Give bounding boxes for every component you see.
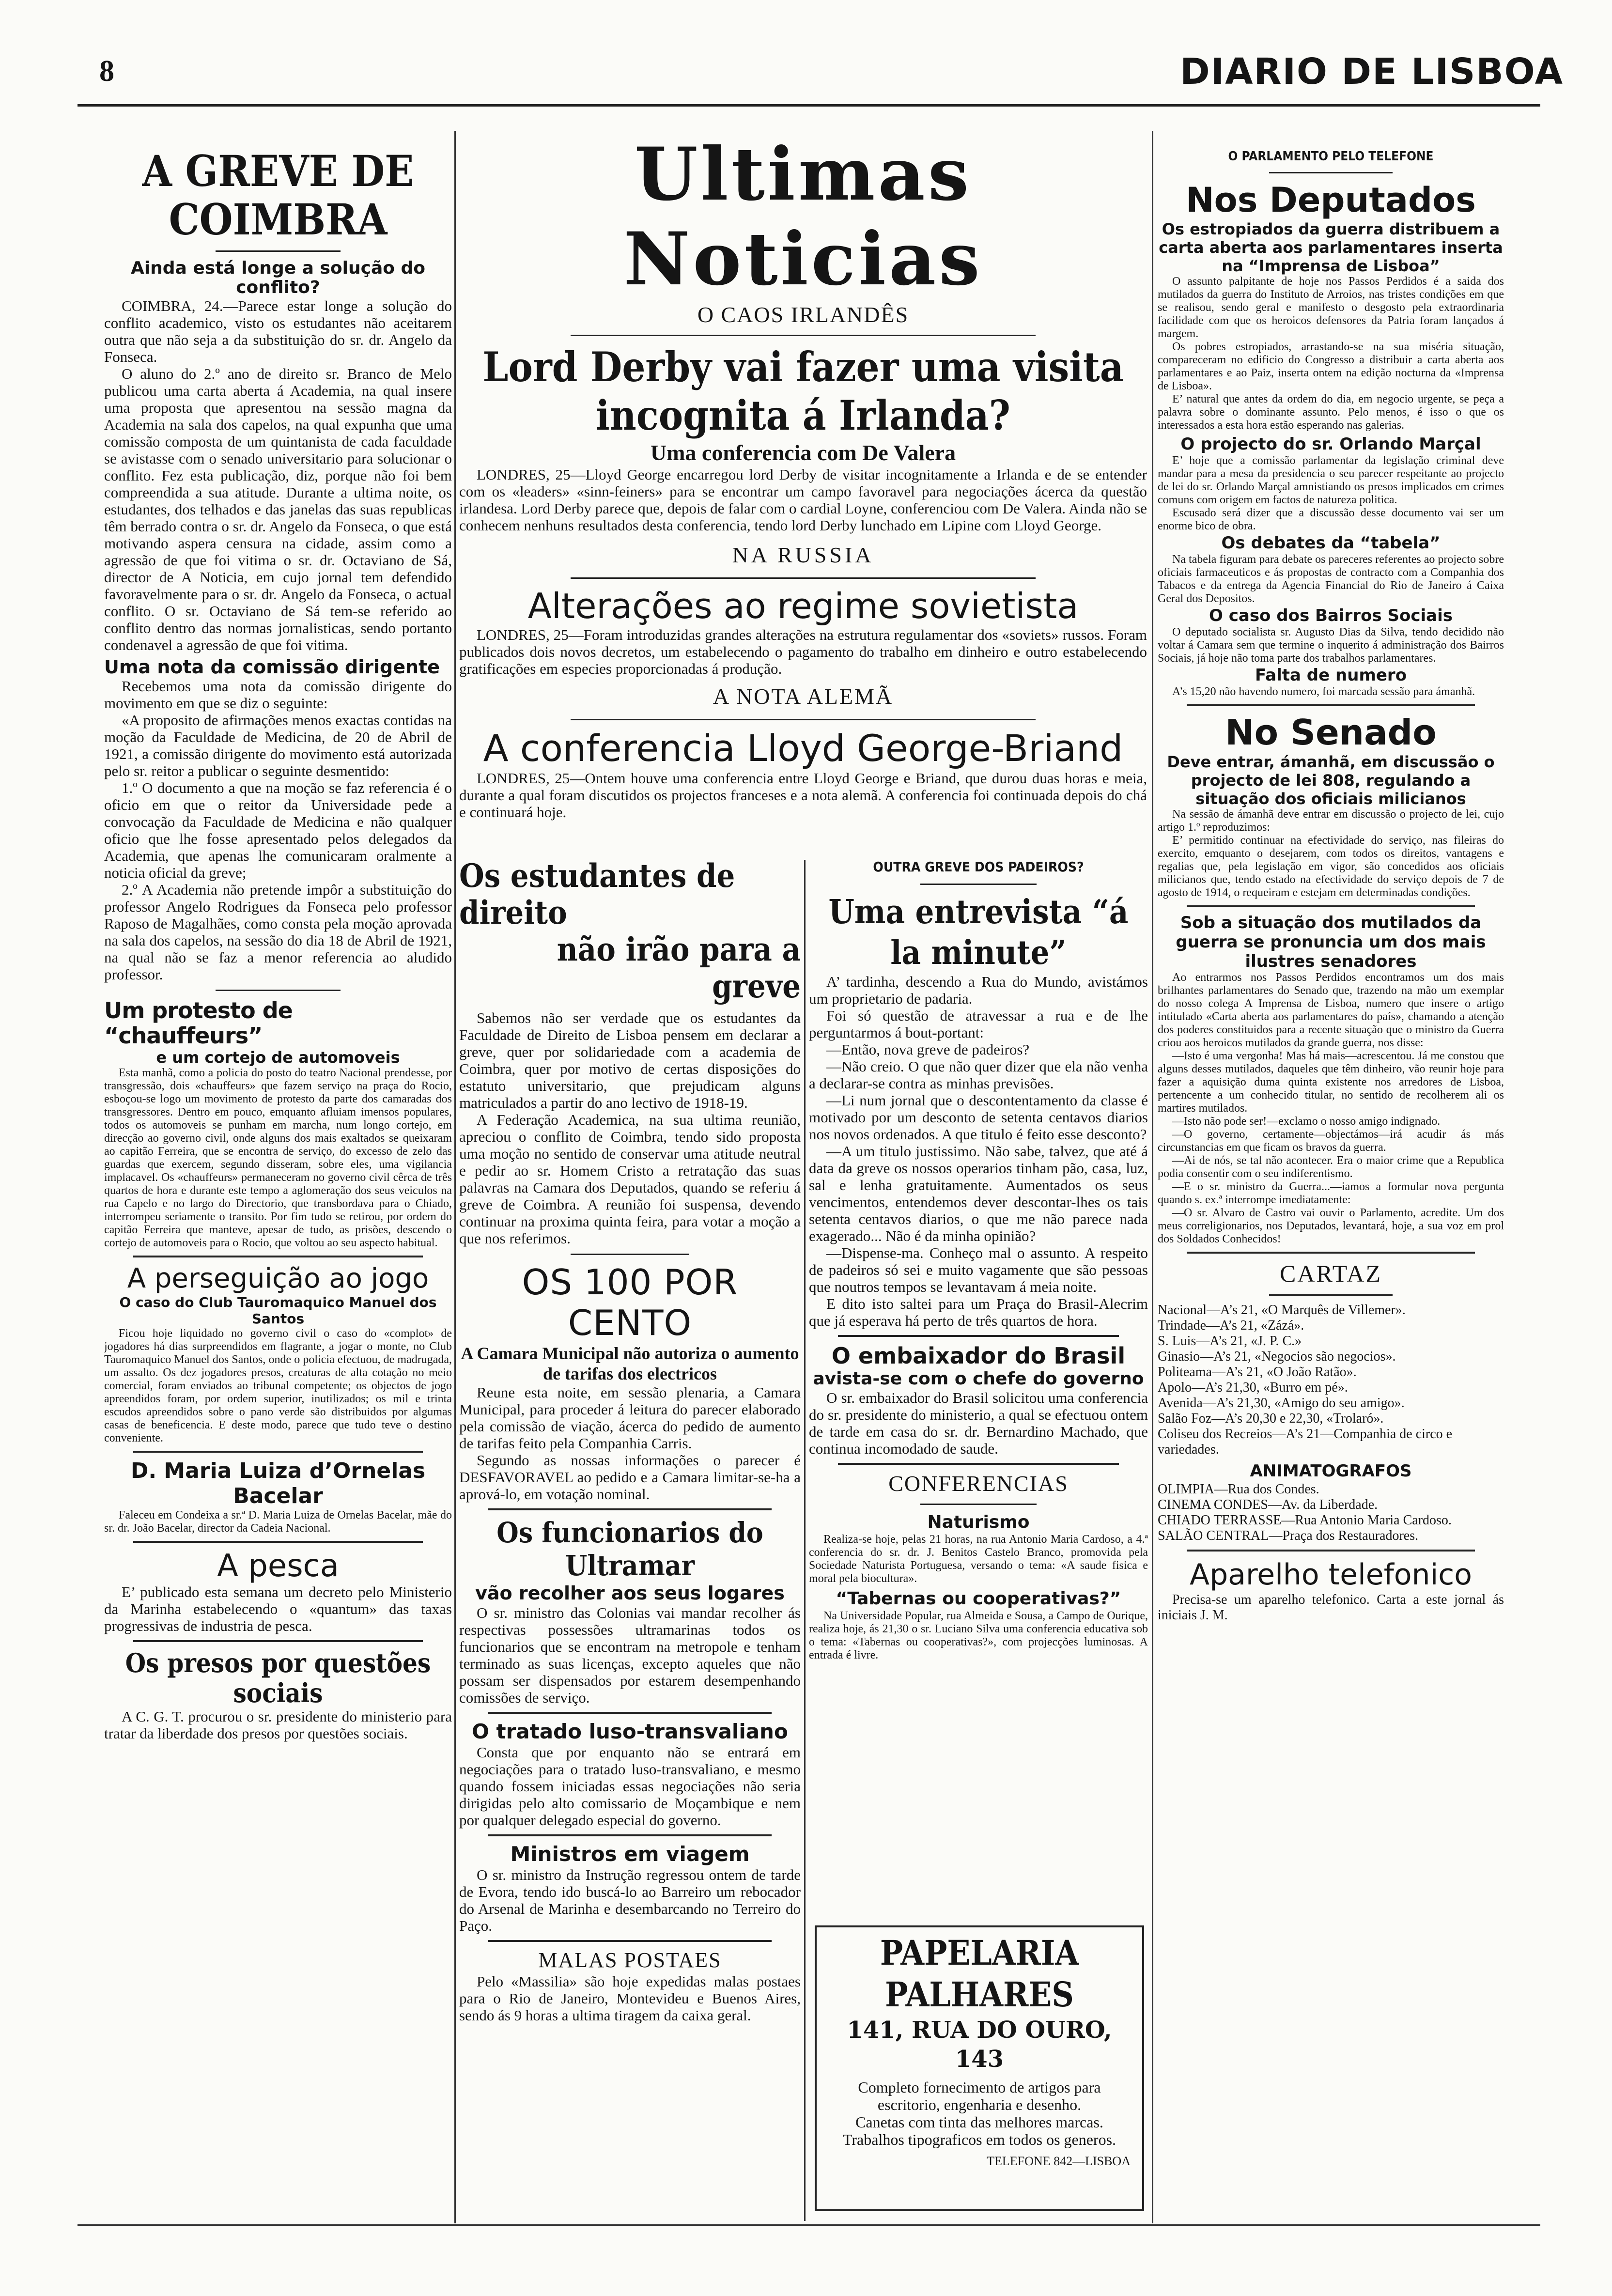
cartaz-list xyxy=(1158,1303,1504,1458)
mutilados-paragraph-7: —O sr. Alvaro de Castro vai ouvir o Parlamento, acredite. Um dos meus correligionarios, nos Deputados, levantará, hoje, a sua voz em prol dos Soldados Conhecidos! xyxy=(1158,1207,1504,1245)
estudantes-headline-2: não irão para a greve xyxy=(557,931,801,1005)
divider xyxy=(838,1335,1119,1337)
conferencias-heading: CONFERENCIAS xyxy=(888,1471,1069,1496)
ad-name: PAPELARIA PALHARES xyxy=(880,1933,1079,2015)
divider xyxy=(1187,905,1475,907)
column-divider-center xyxy=(804,860,806,2221)
marcal-headline: O projecto do sr. Orlando Marçal xyxy=(1180,434,1481,454)
protesto-deck: e um cortejo de automoveis xyxy=(156,1048,400,1067)
divider xyxy=(571,335,1036,336)
animatografo-item: SALÃO CENTRAL—Praça dos Restauradores. xyxy=(1158,1528,1419,1543)
greve-deck: Ainda está longe a solução do conflito? xyxy=(130,258,426,297)
cem-paragraph-2: Segundo as nossas informações o parecer é DESFAVORAVEL ao pedido e a Camara limitar-se-ha a aprová-lo, em votação nominal. xyxy=(459,1452,801,1503)
embaixador-headline: O embaixador do Brasil xyxy=(831,1343,1126,1369)
page-header xyxy=(0,0,1612,102)
perseguicao-headline: A perseguição ao jogo xyxy=(127,1263,429,1294)
derby-deck: Uma conferencia com De Valera xyxy=(650,440,956,465)
tratado-paragraph: Consta que por enquanto não se entrará em negociações para o tratado luso-transvaliano, e mesmo quando fossem iniciadas essas negociações não seria dirigidas pelo alto comissario de Moçambique e nem por qualquer delegado especial do governo. xyxy=(459,1744,801,1829)
pesca-paragraph: E’ publicado esta semana um decreto pelo Ministerio da Marinha estabelecendo o «quantum» das taxas progressivas de industria de pesca. xyxy=(104,1583,452,1634)
entrevista-paragraph-8: E dito isto saltei para um Praça do Brasil-Alecrim que já esperava há perto de três quartos de hora. xyxy=(809,1295,1148,1329)
marcal-paragraph-2: Escusado será dizer que a discussão desse documento vai ser um enorme bico de obra. xyxy=(1158,507,1504,532)
divider xyxy=(133,1640,423,1642)
cartaz-item: S. Luis—A’s 21, «J. P. C.» xyxy=(1158,1334,1302,1349)
entrevista-paragraph-7: —Dispense-ma. Conheço mal o assunto. A respeito de padeiros só sei e muito vagamente que são pessoas que noutros tempos se levantavam á meia noite. xyxy=(809,1244,1148,1295)
divider xyxy=(133,1256,423,1257)
ministros-headline: Ministros em viagem xyxy=(510,1842,750,1866)
entrevista-paragraph-5: —Li num jornal que o descontentamento da classe é motivado por um desconto de setenta centavos diarios nos novos ordenados. A que titulo é feito esse desconto? xyxy=(809,1092,1148,1143)
senado-headline: No Senado xyxy=(1225,712,1437,753)
mutilados-paragraph-3: —Isto não pode ser!—exclamo o nosso amigo indignado. xyxy=(1172,1115,1441,1128)
animatografos-list xyxy=(1158,1482,1504,1544)
cartaz-item: Coliseu dos Recreios—A’s 21—Companhia de circo e variedades. xyxy=(1158,1427,1453,1457)
cem-por-cento-deck: A Camara Municipal não autoriza o aumento de tarifas dos electricos xyxy=(461,1344,799,1383)
aparelho-headline: Aparelho telefonico xyxy=(1190,1558,1472,1592)
tratado-headline: O tratado luso-transvaliano xyxy=(472,1720,788,1743)
marcal-paragraph-1: E’ hoje que a comissão parlamentar da legislação criminal deve mandar para a mesa da presidencia o seu parecer respeitante ao projecto de lei do sr. Orlando Marçal amnistiando os presos implicados em crimes comuns com origem em factos de natureza politica. xyxy=(1158,454,1504,506)
ad-line-2: Canetas com tinta das melhores marcas. xyxy=(855,2113,1103,2131)
tabernas-heading: “Tabernas ou cooperativas?” xyxy=(836,1589,1121,1609)
cartaz-heading: CARTAZ xyxy=(1280,1260,1382,1287)
nota-paragraph-4: 2.º A Academia não pretende impôr a substituição do professor Angelo Rodrigues da Fonseca pelo professor Raposo de Magalhães, como consta pela moção aprovada na sala dos capelos, na sessão do dia 18 de Abril de 1921, na qual não se faz a menor referencia ao aludido professor. xyxy=(104,881,452,983)
mutilados-headline: Sob a situação dos mutilados da guerra se pronuncia um dos mais ilustres senadores xyxy=(1176,913,1486,971)
senado-deck: Deve entrar, ámanhã, em discussão o projecto de lei 808, regulando a situação dos oficiais milicianos xyxy=(1167,753,1495,808)
presos-headline: Os presos por questões sociais xyxy=(125,1647,431,1708)
naturismo-paragraph: Realiza-se hoje, pelas 21 horas, na rua Antonio Maria Cardoso, a 4.ª conferencia do sr. dr. J. Benitos Castelo Branco, promovida pela Sociedade Naturista Portuguesa, versando o tema: «A saude fisica e moral pela biocultura». xyxy=(809,1533,1148,1585)
divider xyxy=(1187,1550,1475,1551)
entrevista-headline: Uma entrevista “á la minute” xyxy=(828,893,1129,972)
bacelar-paragraph: Faleceu em Condeixa a sr.ª D. Maria Luiza de Ornelas Bacelar, mãe do sr. dr. João Bacelar, director da Cadeia Nacional. xyxy=(104,1509,452,1535)
lloyd-briand-headline: A conferencia Lloyd George-Briand xyxy=(483,727,1123,770)
divider xyxy=(488,1834,772,1836)
tabernas-paragraph: Na Universidade Popular, rua Almeida e Sousa, a Campo de Ourique, realiza hoje, ás 21,30 o sr. Luciano Silva uma conferencia educativa sob o tema: «Tabernas ou cooperativas?», com projecções luminosas. A entrada é livre. xyxy=(809,1610,1148,1661)
cartaz-item: Nacional—A’s 21, «O Marquês de Villemer». xyxy=(1158,1303,1406,1318)
divider xyxy=(488,1940,772,1942)
cartaz-item: Ginasio—A’s 21, «Negocios são negocios». xyxy=(1158,1349,1396,1364)
russia-paragraph: LONDRES, 25—Foram introduzidas grandes alterações na estrutura regulamentar dos «soviets» russos. Foram publicados dois novos decretos, um estabelecendo o pagamento do trabalho em dinheiro e outro estabelecendo gratificações em especies proporcionadas á produção. xyxy=(459,626,1147,677)
column-divider-left xyxy=(454,131,456,2223)
ultimas-noticias-headline: Ultimas Noticias xyxy=(623,132,983,302)
divider xyxy=(571,1254,689,1255)
divider xyxy=(1269,1294,1393,1296)
ad-line-1: Completo fornecimento de artigos para escritorio, engenharia e desenho. xyxy=(858,2079,1101,2113)
aparelho-paragraph: Precisa-se um aparelho telefonico. Carta a este jornal ás iniciais J. M. xyxy=(1158,1592,1504,1623)
entrevista-paragraph-6: —A um titulo justissimo. Não sabe, talvez, que até á data da greve os nossos operarios tinham pão, casa, luz, sal e lenha gratuitamente. Aumentados os seus vencimentos, entendemos dever descontar-lhes os tais setenta centavos diarios, o que me não parece nada exagerado... Não é da minha opinião? xyxy=(809,1143,1148,1244)
perseguicao-deck: O caso do Club Tauromaquico Manuel dos Santos xyxy=(119,1294,437,1327)
column-divider-right xyxy=(1152,131,1153,2223)
divider xyxy=(216,990,341,991)
malas-postaes-headline: MALAS POSTAES xyxy=(538,1948,722,1972)
divider xyxy=(488,1712,772,1714)
divider xyxy=(1187,704,1475,706)
senado-paragraph-2: E’ permitido continuar na efectividade do serviço, nas fileiras do exercito, emquanto o desejarem, com todos os direitos, vantagens e regalias que, pela legislação em vigor, são concedidos aos oficiais milicianos que, tendo estado na efectividade do serviço depois de 7 de agosto de 1914, o requeiram e estejam em determinadas condições. xyxy=(1158,834,1504,899)
tabela-paragraph: Na tabela figuram para debate os pareceres referentes ao projecto sobre oficiais farmaceuticos e ás propostas de contracto com a Companhia dos Tabacos e da entrega da Agencia Financial do Rio de Janeiro á Caixa Geral dos Depositos. xyxy=(1158,553,1504,605)
nota-paragraph-2: «A proposito de afirmações menos exactas contidas na moção da Faculdade de Medicina, de 20 de Abril de 1921, a comissão dirigente do movimento está autorizada pelo sr. reitor a publicar o seguinte desmentido: xyxy=(104,712,452,779)
embaixador-deck: avista-se com o chefe do governo xyxy=(813,1369,1144,1389)
divider xyxy=(133,1451,423,1453)
russia-headline: Alterações ao regime sovietista xyxy=(527,586,1079,626)
cartaz-item: Trindade—A’s 21, «Zázá». xyxy=(1158,1318,1304,1333)
center-top xyxy=(459,128,1147,855)
center-left-column xyxy=(459,857,801,2221)
ultramar-paragraph: O sr. ministro das Colonias vai mandar recolher ás respectivas possessões ultramarinas todos os funcionarios que se encontram na metropole e tenham terminado as suas licenças, excepto aqueles que não possam ser dispensados por estarem desempenhando comissões de serviço. xyxy=(459,1604,801,1706)
divider xyxy=(920,884,1037,885)
protesto-headline: Um protesto de “chauffeurs” xyxy=(104,997,293,1049)
lloyd-briand-paragraph: LONDRES, 25—Ontem houve uma conferencia entre Lloyd George e Briand, que durou duas horas e meia, durante a qual foram discutidos os projectos franceses e a nota alemã. A conferencia foi continuada depois do chá e continuará hoje. xyxy=(459,770,1147,821)
cartaz-item: Salão Foz—A’s 20,30 e 22,30, «Trolaró». xyxy=(1158,1411,1384,1426)
falta-paragraph: A’s 15,20 não havendo numero, foi marcada sessão para ámanhã. xyxy=(1172,685,1475,698)
derby-paragraph: LONDRES, 25—Lloyd George encarregou lord Derby de visitar incognitamente a Irlanda e de se entender com os «leaders» «sinn-feiners» para se encontrar um campo favoravel para negociações ácerca da questão irlandesa. Lord Derby parece que, depois de falar com o cardial Loyne, conferenciou com De Valera. Ainda não se conhecem nenhuns resultados desta conferencia, tendo lord Derby lunchado em Lipine com Lloyd George. xyxy=(459,466,1147,534)
papelaria-palhares-ad xyxy=(815,1925,1144,2211)
ad-address: 141, RUA DO OURO, 143 xyxy=(847,2017,1112,2073)
mutilados-paragraph-5: —Ai de nós, se tal não acontecer. Era o maior crime que a Republica podia consentir com o seu indiferentismo. xyxy=(1158,1154,1504,1180)
estropiados-paragraph-1: O assunto palpitante de hoje nos Passos Perdidos é a saida dos mutilados da guerra do Instituto de Arroios, nas tristes condições em que se realisou, sendo geral e manifesto o desgosto pela extraordinaria facilidade com que os heroicos defensores da Patria foram lançados á margem. xyxy=(1158,275,1504,340)
nota-paragraph-3: 1.º O documento a que na moção se faz referencia é o oficio em que o reitor da Universidade pede a convocação da Faculdade de Medicina e não qualquer oficio que lhe fosse apresentado pelos delegados da Academia, que apenas lhe comunicaram oralmente a noticia oficial da greve; xyxy=(104,779,452,881)
cartaz-item: Politeama—A’s 21, «O João Ratão». xyxy=(1158,1365,1357,1380)
divider xyxy=(216,250,341,252)
header-rule xyxy=(78,104,1540,107)
divider xyxy=(838,1463,1119,1465)
ultramar-deck: vão recolher aos seus logares xyxy=(475,1582,785,1604)
protesto-paragraph: Esta manhã, como a policia do posto do teatro Nacional prendesse, por transgressão, dois «chauffeurs» que fazem serviço na praça do Rocio, esboçou-se logo um movimento de protesto da parte dos camaradas dos transgressores. Dentro em pouco, emquanto afluiam imensos populares, todos os automoveis se punham em marcha, num longo cortejo, em direcção ao governo civil, onde alguns dos mais exaltados se queixaram ao capitão Ferreira, que se encontra de serviço, do excesso de zelo das guardas que exercem, segundo disseram, sobre eles, uma vigilancia implacavel. Os «chauffeurs» permaneceram no governo civil cêrca de três quartos de hora e durante este tempo a aglomeração dos seus veiculos na rua Capelo e no largo do Directorio, que transbordava para o Chiado, interrompeu seriamente o transito. Por fim tudo se retirou, por ordem do capitão Ferreira que manteve, apesar de tudo, as prisões, descendo o cortejo de automoveis para o Rocio, que voltou ao seu aspecto habitual. xyxy=(104,1067,452,1249)
padeiros-kicker: OUTRA GREVE DOS PADEIROS? xyxy=(873,859,1084,875)
deputados-headline: Nos Deputados xyxy=(1186,180,1476,220)
embaixador-paragraph: O sr. embaixador do Brasil solicitou uma conferencia do sr. presidente do ministerio, a qual se efectuou ontem de tarde em casa do sr. dr. Bernardino Machado, que continua incomodado de saude. xyxy=(809,1389,1148,1457)
falta-headline: Falta de numero xyxy=(1255,666,1407,685)
estudantes-paragraph-2: A Federação Academica, na sua ultima reunião, apreciou o conflito de Coimbra, tendo sido proposta uma moção no sentido de conservar uma atitude neutral e pedir ao sr. Homem Cristo a retratação das suas palavras na Camara dos Deputados, quando se referiu á greve de Coimbra. A reunião foi suspensa, devendo continuar na proxima quinta feira, para votar a moção a que nos referimos. xyxy=(459,1111,801,1247)
naturismo-heading: Naturismo xyxy=(927,1512,1030,1532)
bairros-headline: O caso dos Bairros Sociais xyxy=(1209,606,1453,625)
estudantes-paragraph-1: Sabemos não ser verdade que os estudantes da Faculdade de Direito de Lisboa pensem em declarar a greve, quer por solidariedade com a academia de Coimbra, quer por motivo de certas disposições do estatuto universitario, que prejudicam alguns matriculados a partir do ano lectivo de 1918-19. xyxy=(459,1009,801,1111)
divider xyxy=(920,1504,1037,1505)
left-column xyxy=(104,128,452,2226)
mutilados-paragraph-1: Ao entrarmos nos Passos Perdidos encontramos um dos mais brilhantes parlamentares do Senado que, trazendo na mão um exemplar do nosso colega A Imprensa de Lisboa, numero que insere o artigo intitulado «Carta aberta aos parlamentares do país», chamando a atenção dos poderes constituidos para a recente situação que o ministro da Guerra criou aos heroicos mutilados da grande guerra, nos disse: xyxy=(1158,971,1504,1049)
cem-por-cento-headline: OS 100 POR CENTO xyxy=(522,1262,738,1343)
divider xyxy=(571,719,1036,720)
greve-paragraph-2: O aluno do 2.º ano de direito sr. Branco de Melo publicou uma carta aberta á Academia, na qual insere uma proposta que apresentou na sessão magna da Academia na sala dos capelos, na qual expunha que uma comissão composta de um quintanista de cada faculdade se avistasse com o senado universitario para solucionar o conflito. Fez esta publicação, diz, porque não foi bem compreendida a sua atitude. Durante a ultima noite, os estudantes, dos telhados e das janelas das suas republicas têm berrado contra o sr. dr. Angelo da Fonseca, o que está motivando aspera censura na cidade, assim como a agressão de que foi vitima o sr. dr. Octaviano de Sá, director de A Noticia, em cujo jornal tem defendido favoravelmente para o sr. dr. Angelo da Fonseca, o actual conflito. O sr. Octaviano de Sá tem-se referido ao conflito dentro das normas jornalisticas, sendo portanto condenavel a agressão de que foi vitima. xyxy=(104,365,452,653)
entrevista-paragraph-2: Foi só questão de atravessar a rua e de lhe perguntarmos á bout-portant: xyxy=(809,1007,1148,1041)
ad-line-3: Trabalhos tipograficos em todos os generos. xyxy=(842,2131,1116,2148)
divider xyxy=(1269,172,1393,173)
nota-alema-heading: A NOTA ALEMÃ xyxy=(713,684,894,709)
presos-paragraph: A C. G. T. procurou o sr. presidente do ministerio para tratar da liberdade dos presos por questões sociais. xyxy=(104,1708,452,1742)
estropiados-paragraph-2: Os pobres estropiados, arrastando-se na sua miséria situação, compareceram no edificio do Congresso a distribuir a carta aberta aos parlamentares e ao Paiz, inserta ontem na edição nocturna da «Imprensa de Lisboa». xyxy=(1158,341,1504,392)
estudantes-headline-1: Os estudantes de direito xyxy=(459,857,735,931)
russia-heading: NA RUSSIA xyxy=(732,543,874,567)
pesca-headline: A pesca xyxy=(217,1548,339,1584)
animatografo-item: OLIMPIA—Rua dos Condes. xyxy=(1158,1482,1319,1497)
mutilados-paragraph-4: —O governo, certamente—objectámos—irá acudir ás más circunstancias em que ficam os bravos da guerra. xyxy=(1158,1128,1504,1154)
divider xyxy=(133,1541,423,1543)
entrevista-paragraph-3: —Então, nova greve de padeiros? xyxy=(826,1041,1030,1058)
ultramar-headline: Os funcionarios do Ultramar xyxy=(496,1516,763,1582)
right-column xyxy=(1158,128,1504,2221)
divider xyxy=(488,1508,772,1510)
divider xyxy=(1187,1252,1475,1254)
parlamento-kicker: O PARLAMENTO PELO TELEFONE xyxy=(1228,149,1434,164)
estropiados-deck: Os estropiados da guerra distribuem a carta aberta aos parlamentares inserta na “Imprensa de Lisboa” xyxy=(1159,220,1503,275)
nota-paragraph-1: Recebemos uma nota da comissão dirigente do movimento em que se diz o seguinte: xyxy=(104,678,452,712)
cartaz-item: Apolo—A’s 21,30, «Burro em pé». xyxy=(1158,1380,1348,1395)
masthead: DIARIO DE LISBOA xyxy=(1180,51,1564,93)
cem-paragraph-1: Reune esta noite, em sessão plenaria, a Camara Municipal, para proceder á leitura do parecer elaborado pela comissão de viação, ácerca do pedido de aumento de tarifas feito pela Companhia Carris. xyxy=(459,1384,801,1452)
page-number: 8 xyxy=(99,55,114,88)
mutilados-paragraph-2: —Isto é uma vergonha! Mas há mais—acrescentou. Já me constou que alguns desses mutilados, daqueles que têm dinheiro, vão reunir hoje para fazer a aquisição duma quinta existente nos arredores de Lisboa, pertencente a um conhecido titular, no sentido de recolherem ali os martires mutilados. xyxy=(1158,1050,1504,1115)
caos-irlandes-heading: O CAOS IRLANDÊS xyxy=(697,302,909,327)
derby-headline: Lord Derby vai fazer uma visita incognita á Irlanda? xyxy=(482,343,1124,439)
cartaz-item: Avenida—A’s 21,30, «Amigo do seu amigo». xyxy=(1158,1396,1405,1411)
animatografos-heading: ANIMATOGRAFOS xyxy=(1250,1461,1412,1481)
senado-paragraph-1: Na sessão de ámanhã deve entrar em discussão o projecto de lei, cujo artigo 1.º reproduzimos: xyxy=(1158,808,1504,834)
ministros-paragraph: O sr. ministro da Instrução regressou ontem de tarde de Evora, tendo ido buscá-lo ao Barreiro um rebocador do Arsenal de Marinha e desembarcando no Terreiro do Paço. xyxy=(459,1866,801,1934)
bairros-paragraph: O deputado socialista sr. Augusto Dias da Silva, tendo decidido não voltar á Camara sem que termine o inquerito á administração dos Bairros Sociais, já hoje não toma parte dos trabalhos parlamentares. xyxy=(1158,626,1504,665)
malas-paragraph: Pelo «Massilia» são hoje expedidas malas postaes para o Rio de Janeiro, Montevideu e Buenos Aires, sendo ás 9 horas a ultima tiragem da caixa geral. xyxy=(459,1973,801,2024)
estropiados-paragraph-3: E’ natural que antes da ordem do dia, em negocio urgente, se peça a palavra sobre o dominante assunto. Pelo menos, é isso o que os interessados a esta hora estão esperando nas galerias. xyxy=(1158,393,1504,432)
entrevista-paragraph-4: —Não creio. O que não quer dizer que ela não venha a declarar-se contra as minhas previsões. xyxy=(809,1058,1148,1092)
mutilados-paragraph-6: —E o sr. ministro da Guerra...—iamos a formular nova pergunta quando s. ex.ª interrompe imediatamente: xyxy=(1158,1180,1504,1206)
ad-phone: TELEFONE 842—LISBOA xyxy=(987,2154,1131,2168)
greve-headline: A GREVE DE COIMBRA xyxy=(142,146,414,245)
nota-headline: Uma nota da comissão dirigente xyxy=(104,656,440,678)
divider xyxy=(571,577,1036,579)
tabela-headline: Os debates da “tabela” xyxy=(1221,533,1441,553)
bacelar-headline: D. Maria Luiza d’Ornelas Bacelar xyxy=(130,1458,426,1508)
animatografo-item: CHIADO TERRASSE—Rua Antonio Maria Cardoso. xyxy=(1158,1513,1452,1528)
greve-paragraph-1: COIMBRA, 24.—Parece estar longe a solução do conflito academico, visto os estudantes não aceitarem outra que não seja a da substituição do sr. dr. Angelo da Fonseca. xyxy=(104,297,452,365)
entrevista-paragraph-1: A’ tardinha, descendo a Rua do Mundo, avistámos um proprietario de padaria. xyxy=(809,973,1148,1007)
animatografo-item: CINEMA CONDES—Av. da Liberdade. xyxy=(1158,1497,1378,1512)
perseguicao-paragraph: Ficou hoje liquidado no governo civil o caso do «complot» de jogadores há dias surpreendidos em flagrante, a jogar o monte, no Club Tauromaquico Manuel dos Santos, onde o policia efectuou, de madrugada, um assalto. Os dez jogadores presos, creaturas de alta cotação no meio comercial, foram enviados ao tribunal competente; os objectos de jogo apreendidos foram, por ordem superior, inutilizados; os mil e trinta escudos apreendidos sobre o pano verde são distribuidos por algumas casas de beneficencia. E deste modo, parece que tudo teve o destino conveniente. xyxy=(104,1327,452,1444)
